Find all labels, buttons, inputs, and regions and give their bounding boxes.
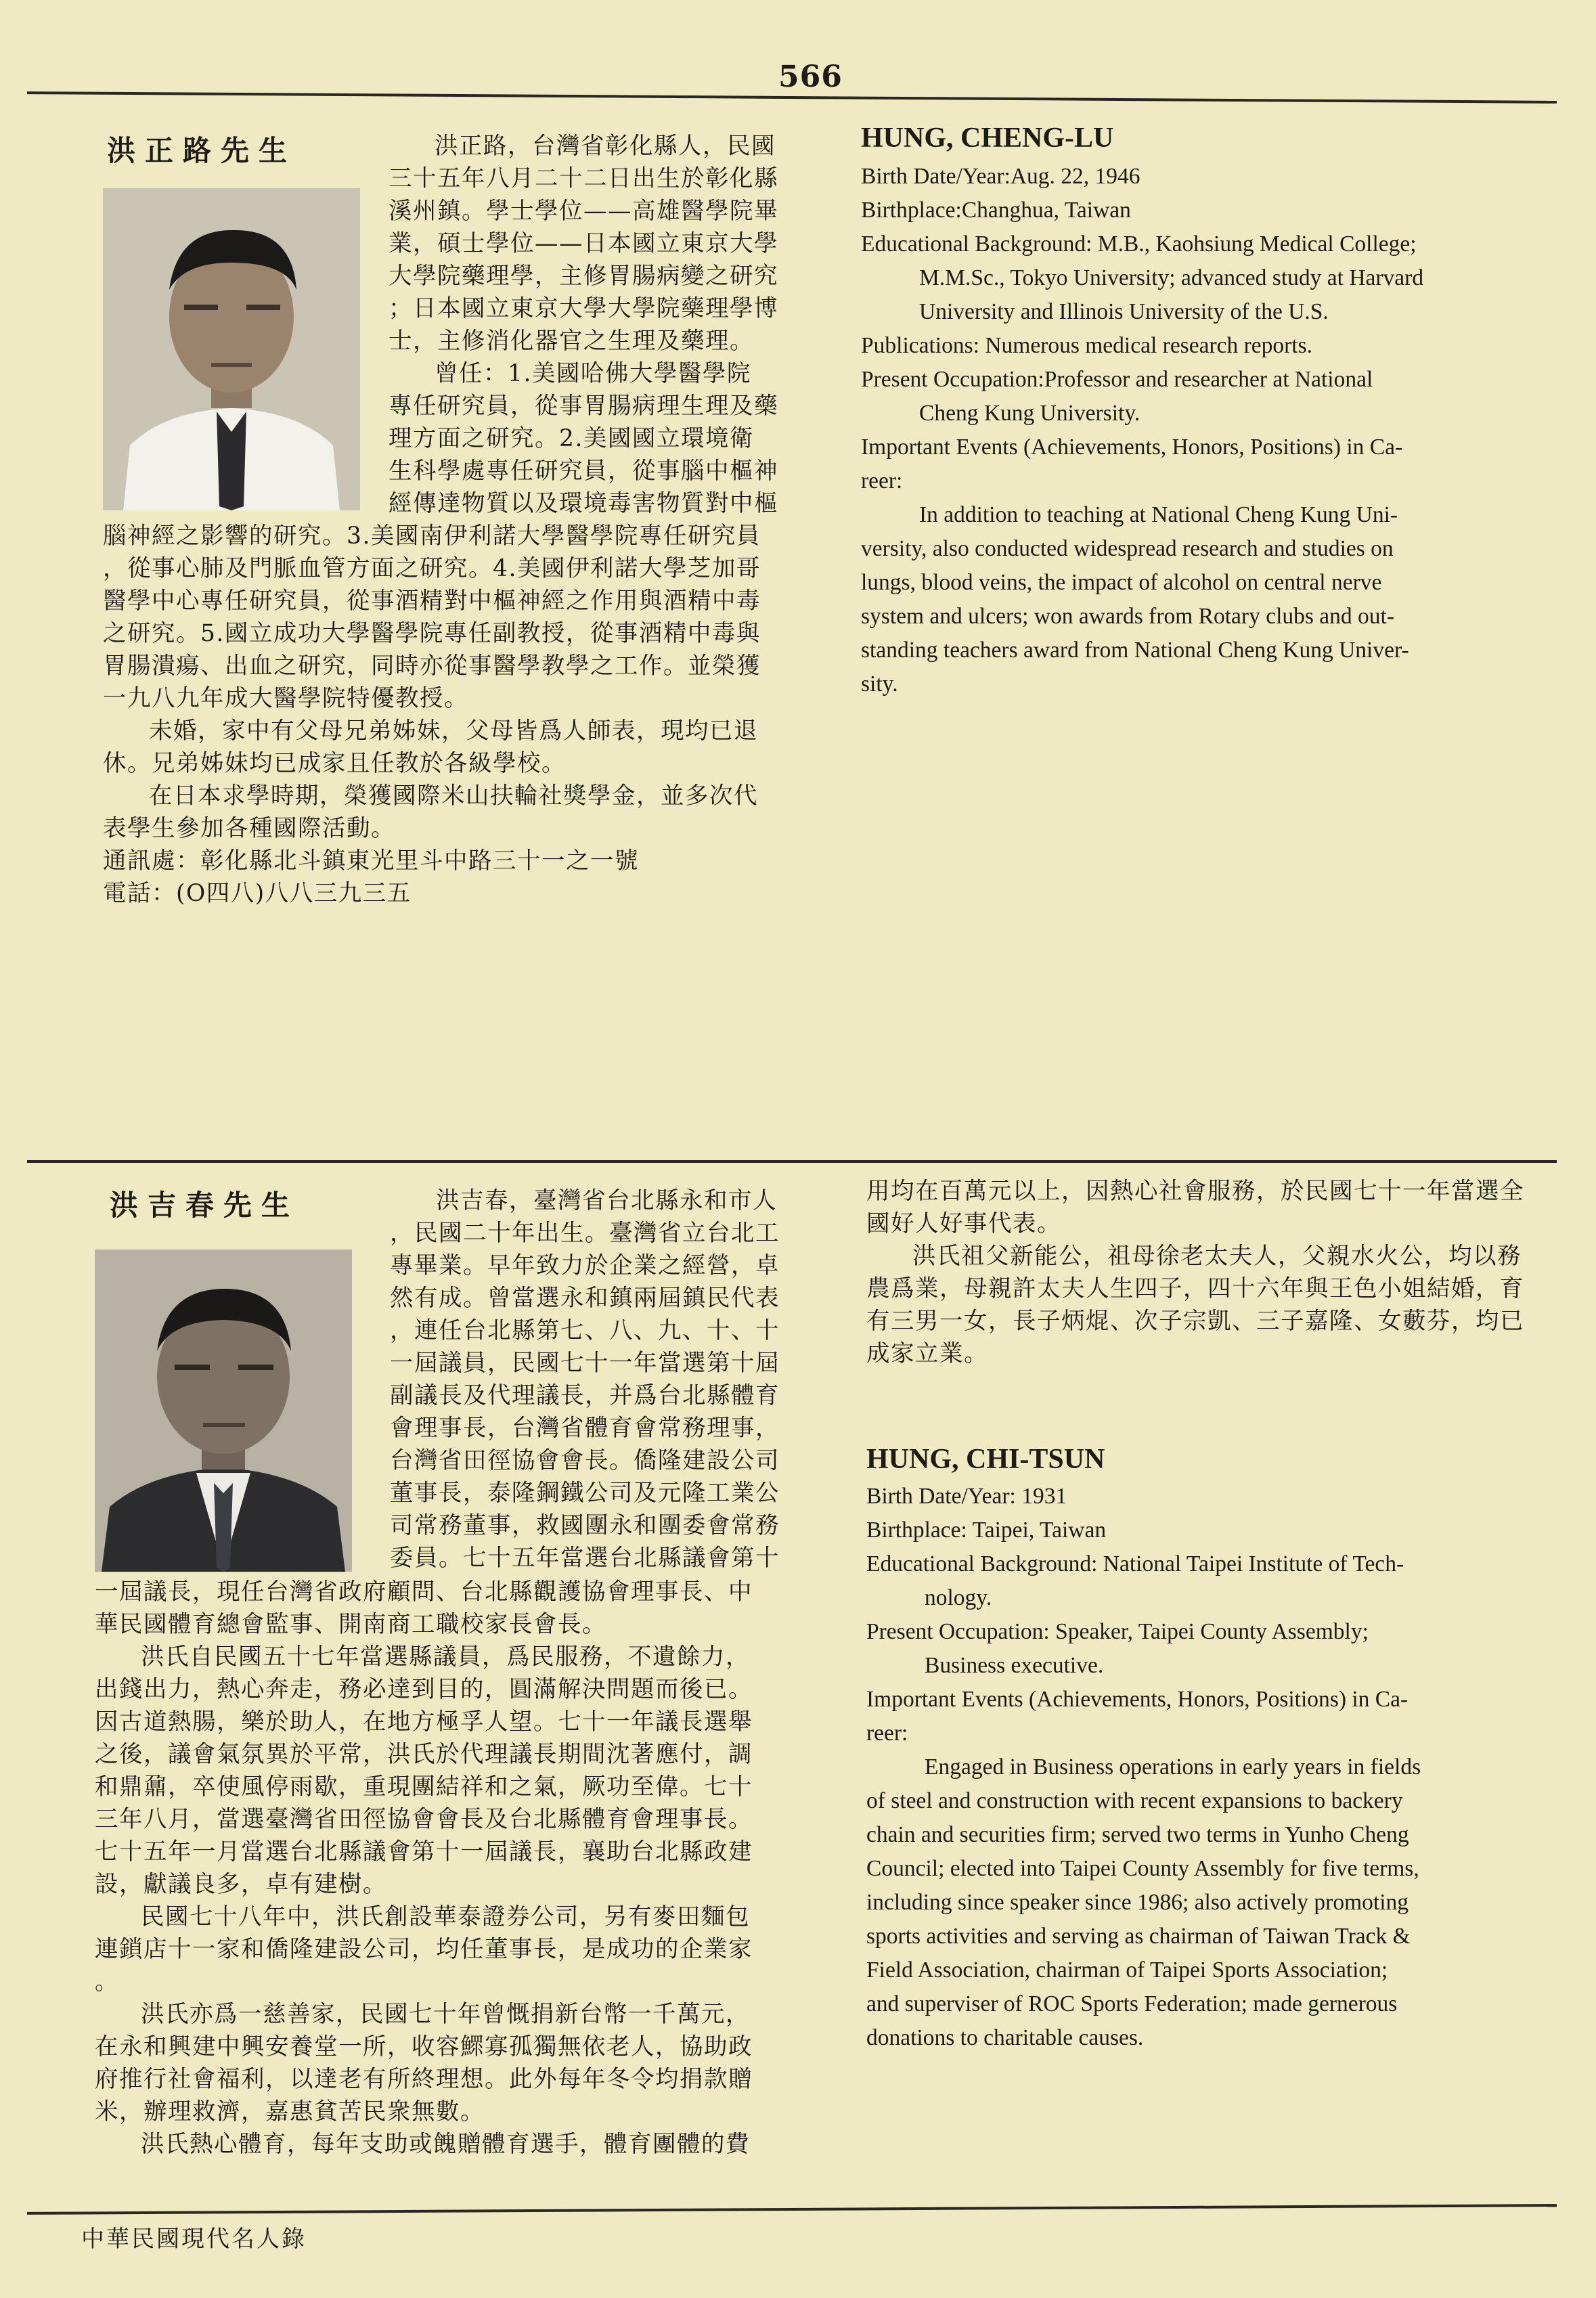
text-line: 出錢出力，熱心奔走，務必達到目的，圓滿解決問題而後已。 bbox=[95, 1676, 753, 1703]
text-line: 。 bbox=[95, 1968, 119, 1995]
text-line: system and ulcers; won awards from Rotary clubs and out- bbox=[861, 604, 1395, 629]
middle-rule bbox=[27, 1160, 1557, 1163]
text-line: 專畢業。早年致力於企業之經營，卓 bbox=[390, 1252, 780, 1279]
text-line: 未婚，家中有父母兄弟姊妹，父母皆爲人師表，現均已退 bbox=[149, 717, 758, 745]
entry2-chinese-bio-top bbox=[390, 1185, 780, 1574]
text-line: 胃腸潰瘍、出血之研究，同時亦從事醫學教學之工作。並榮獲 bbox=[103, 653, 761, 680]
text-line: standing teachers award from National Cheng Kung Univer- bbox=[861, 638, 1409, 663]
text-line: Present Occupation: Speaker, Taipei County Assembly; bbox=[866, 1619, 1369, 1644]
text-line: versity, also conducted widespread research and studies on bbox=[861, 536, 1394, 561]
text-line: 台灣省田徑協會會長。僑隆建設公司 bbox=[390, 1447, 780, 1474]
text-line: 七十五年一月當選台北縣議會第十一屆議長，襄助台北縣政建 bbox=[95, 1838, 753, 1865]
text-line: ；日本國立東京大學大學院藥理學博 bbox=[389, 295, 778, 322]
text-line: of steel and construction with recent expansions to backery bbox=[866, 1788, 1403, 1813]
text-line: ，從事心肺及門脈血管方面之研究。4.美國伊利諾大學芝加哥 bbox=[103, 555, 761, 582]
text-line: donations to charitable causes. bbox=[866, 2025, 1144, 2050]
text-line: 洪吉春，臺灣省台北縣永和市人 bbox=[436, 1187, 777, 1214]
text-line: 理方面之研究。2.美國國立環境衛 bbox=[389, 425, 754, 452]
entry1-portrait-photo bbox=[103, 188, 360, 510]
text-line: 府推行社會福利，以達老有所終理想。此外每年冬令均捐款贈 bbox=[95, 2066, 753, 2093]
text-line: 洪氏祖父新能公，祖母徐老太夫人，父親水火公，均以務 bbox=[912, 1243, 1522, 1270]
text-line: lungs, blood veins, the impact of alcohol on central nerve bbox=[861, 570, 1382, 595]
text-line: 士，主修消化器官之生理及藥理。 bbox=[389, 328, 754, 355]
text-line: 表學生參加各種國際活動。 bbox=[103, 815, 395, 842]
entry2-chinese-bio-continued bbox=[866, 1175, 1524, 1370]
text-line: 醫學中心專任研究員，從事酒精對中樞神經之作用與酒精中毒 bbox=[103, 588, 761, 615]
text-line: 三十五年八月二十二日出生於彰化縣 bbox=[389, 165, 778, 192]
entry2-english-bio bbox=[866, 1480, 1421, 2055]
text-line: Educational Background: M.B., Kaohsiung Medical College; bbox=[861, 231, 1417, 257]
entry2-portrait-photo bbox=[95, 1250, 352, 1572]
text-line: Business executive. bbox=[925, 1653, 1104, 1678]
text-line: 農爲業，母親許太夫人生四子，四十六年與王色小姐結婚，育 bbox=[866, 1275, 1524, 1302]
text-line: 然有成。曾當選永和鎮兩屆鎮民代表 bbox=[390, 1285, 780, 1312]
text-line: Birthplace:Changhua, Taiwan bbox=[861, 198, 1131, 223]
text-line: 三年八月，當選臺灣省田徑協會會長及台北縣體育會理事長。 bbox=[95, 1806, 753, 1833]
contact-address: 通訊處：彰化縣北斗鎮東光里斗中路三十一之一號 bbox=[103, 847, 639, 875]
entry2-chinese-name: 洪吉春先生 bbox=[110, 1189, 300, 1222]
book-title-footer: 中華民國現代名人錄 bbox=[81, 2226, 307, 2253]
text-line: Important Events (Achievements, Honors, Positions) in Ca- bbox=[861, 435, 1403, 460]
text-line: 委員。七十五年當選台北縣議會第十 bbox=[390, 1545, 780, 1572]
text-line: 在永和興建中興安養堂一所，收容鰥寡孤獨無依老人，協助政 bbox=[95, 2033, 753, 2060]
text-line: 華民國體育總會監事、開南商工職校家長會長。 bbox=[95, 1611, 606, 1638]
text-line: 一屆議長，現任台灣省政府顧問、台北縣觀護協會理事長、中 bbox=[95, 1578, 753, 1606]
text-line: reer: bbox=[866, 1721, 908, 1746]
text-line: ，連任台北縣第七、八、九、十、十 bbox=[390, 1317, 780, 1344]
text-line: 米，辦理救濟，嘉惠貧苦民衆無數。 bbox=[95, 2098, 485, 2125]
text-line: reer: bbox=[861, 468, 903, 493]
text-line: 生科學處專任研究員，從事腦中樞神 bbox=[389, 458, 778, 485]
text-line: 專任研究員，從事胃腸病理生理及藥 bbox=[389, 393, 778, 420]
text-line: Birth Date/Year:Aug. 22, 1946 bbox=[861, 164, 1140, 189]
entry1-english-name: HUNG, CHENG-LU bbox=[861, 123, 1114, 154]
text-line: 因古道熱腸，樂於助人，在地方極孚人望。七十一年議長選舉 bbox=[95, 1708, 753, 1736]
text-line: Birth Date/Year: 1931 bbox=[866, 1484, 1067, 1509]
text-line: Council; elected into Taipei County Assembly for five terms, bbox=[866, 1856, 1419, 1881]
entry1-english-bio bbox=[861, 160, 1423, 701]
text-line: 經傳達物質以及環境毒害物質對中樞 bbox=[389, 490, 778, 517]
text-line: Birthplace: Taipei, Taiwan bbox=[866, 1518, 1107, 1543]
text-line: Engaged in Business operations in early years in fields bbox=[925, 1754, 1421, 1780]
text-line: and superviser of ROC Sports Federation; made gernerous bbox=[866, 1991, 1398, 2016]
text-line: 有三男一女，長子炳焜、次子宗凱、三子嘉隆、女藪芬，均已 bbox=[866, 1308, 1524, 1335]
bottom-rule bbox=[27, 2204, 1557, 2215]
text-line: In addition to teaching at National Cheng Kung Uni- bbox=[919, 502, 1398, 527]
text-line: chain and securities firm; served two terms in Yunho Cheng bbox=[866, 1822, 1409, 1847]
text-line: 民國七十八年中，洪氏創設華泰證券公司，另有麥田麵包 bbox=[141, 1903, 750, 1930]
entry2-english-name: HUNG, CHI-TSUN bbox=[866, 1444, 1105, 1475]
text-line: 溪州鎮。學士學位——高雄醫學院畢 bbox=[389, 198, 778, 225]
text-line: 和鼎鼐，卒使風停雨歇，重現團結祥和之氣，厥功至偉。七十 bbox=[95, 1773, 753, 1800]
text-line: Field Association, chairman of Taipei Sports Association; bbox=[866, 1958, 1388, 1983]
text-line: Educational Background: National Taipei Institute of Tech- bbox=[866, 1551, 1404, 1576]
text-line: 一九八九年成大醫學院特優教授。 bbox=[103, 685, 468, 712]
entry1-chinese-bio-top bbox=[389, 130, 778, 520]
text-line: ，民國二十年出生。臺灣省立台北工 bbox=[390, 1220, 780, 1247]
entry1-chinese-name: 洪正路先生 bbox=[107, 134, 297, 167]
text-line: 連鎖店十一家和僑隆建設公司，均任董事長，是成功的企業家 bbox=[95, 1936, 753, 1963]
text-line: 業，碩士學位——日本國立東京大學 bbox=[389, 230, 778, 257]
text-line: 成家立業。 bbox=[866, 1340, 988, 1367]
text-line: 休。兄弟姊妹均已成家且任教於各級學校。 bbox=[103, 750, 566, 777]
text-line: Cheng Kung University. bbox=[919, 401, 1140, 426]
text-line: 國好人好事代表。 bbox=[866, 1210, 1061, 1237]
text-line: Present Occupation:Professor and researcher at National bbox=[861, 367, 1373, 392]
text-line: 副議長及代理議長，并爲台北縣體育 bbox=[390, 1382, 780, 1409]
text-line: 司常務董事，救國團永和團委會常務 bbox=[390, 1512, 780, 1539]
text-line: 大學院藥理學，主修胃腸病變之研究 bbox=[389, 263, 778, 290]
text-line: 用均在百萬元以上，因熱心社會服務，於民國七十一年當選全 bbox=[866, 1178, 1524, 1205]
text-line: sity. bbox=[861, 671, 898, 697]
text-line: sports activities and serving as chairman of Taiwan Track & bbox=[866, 1924, 1411, 1949]
text-line: 董事長，泰隆鋼鐵公司及元隆工業公 bbox=[390, 1480, 780, 1507]
text-line: Important Events (Achievements, Honors, Positions) in Ca- bbox=[866, 1687, 1409, 1712]
text-line: 之研究。5.國立成功大學醫學院專任副教授，從事酒精中毒與 bbox=[103, 620, 761, 647]
text-line: nology. bbox=[925, 1585, 992, 1610]
text-line: 一屆議員，民國七十一年當選第十屆 bbox=[390, 1350, 780, 1377]
text-line: Publications: Numerous medical research reports. bbox=[861, 333, 1313, 358]
text-line: including since speaker since 1986; also actively promoting bbox=[866, 1890, 1409, 1915]
text-line: 洪氏熱心體育，每年支助或餽贈體育選手，體育團體的費 bbox=[141, 2131, 750, 2158]
entry1-chinese-bio-bottom bbox=[103, 520, 761, 910]
text-line: 在日本求學時期，榮獲國際米山扶輪社獎學金，並多次代 bbox=[149, 782, 758, 810]
text-line: 曾任：1.美國哈佛大學醫學院 bbox=[435, 360, 751, 387]
text-line: 洪正路，台灣省彰化縣人，民國 bbox=[435, 133, 776, 160]
text-line: 洪氏亦爲一慈善家，民國七十年曾慨捐新台幣一千萬元， bbox=[141, 2001, 750, 2028]
page-number: 566 bbox=[778, 60, 843, 94]
entry2-chinese-bio-bottom bbox=[95, 1576, 753, 2161]
text-line: M.M.Sc., Tokyo University; advanced study at Harvard bbox=[919, 265, 1424, 290]
text-line: 之後，議會氣氛異於平常，洪氏於代理議長期間沈著應付，調 bbox=[95, 1741, 753, 1768]
text-line: University and Illinois University of the U.S. bbox=[919, 299, 1329, 324]
text-line: 洪氏自民國五十七年當選縣議員，爲民服務，不遺餘力， bbox=[141, 1643, 750, 1671]
text-line: 腦神經之影響的研究。3.美國南伊利諾大學醫學院專任研究員 bbox=[103, 523, 761, 550]
text-line: 設，獻議良多，卓有建樹。 bbox=[95, 1871, 387, 1898]
text-line: 會理事長，台灣省體育會常務理事， bbox=[390, 1415, 780, 1442]
contact-phone: 電話：(O四八)八八三九三五 bbox=[103, 880, 412, 907]
